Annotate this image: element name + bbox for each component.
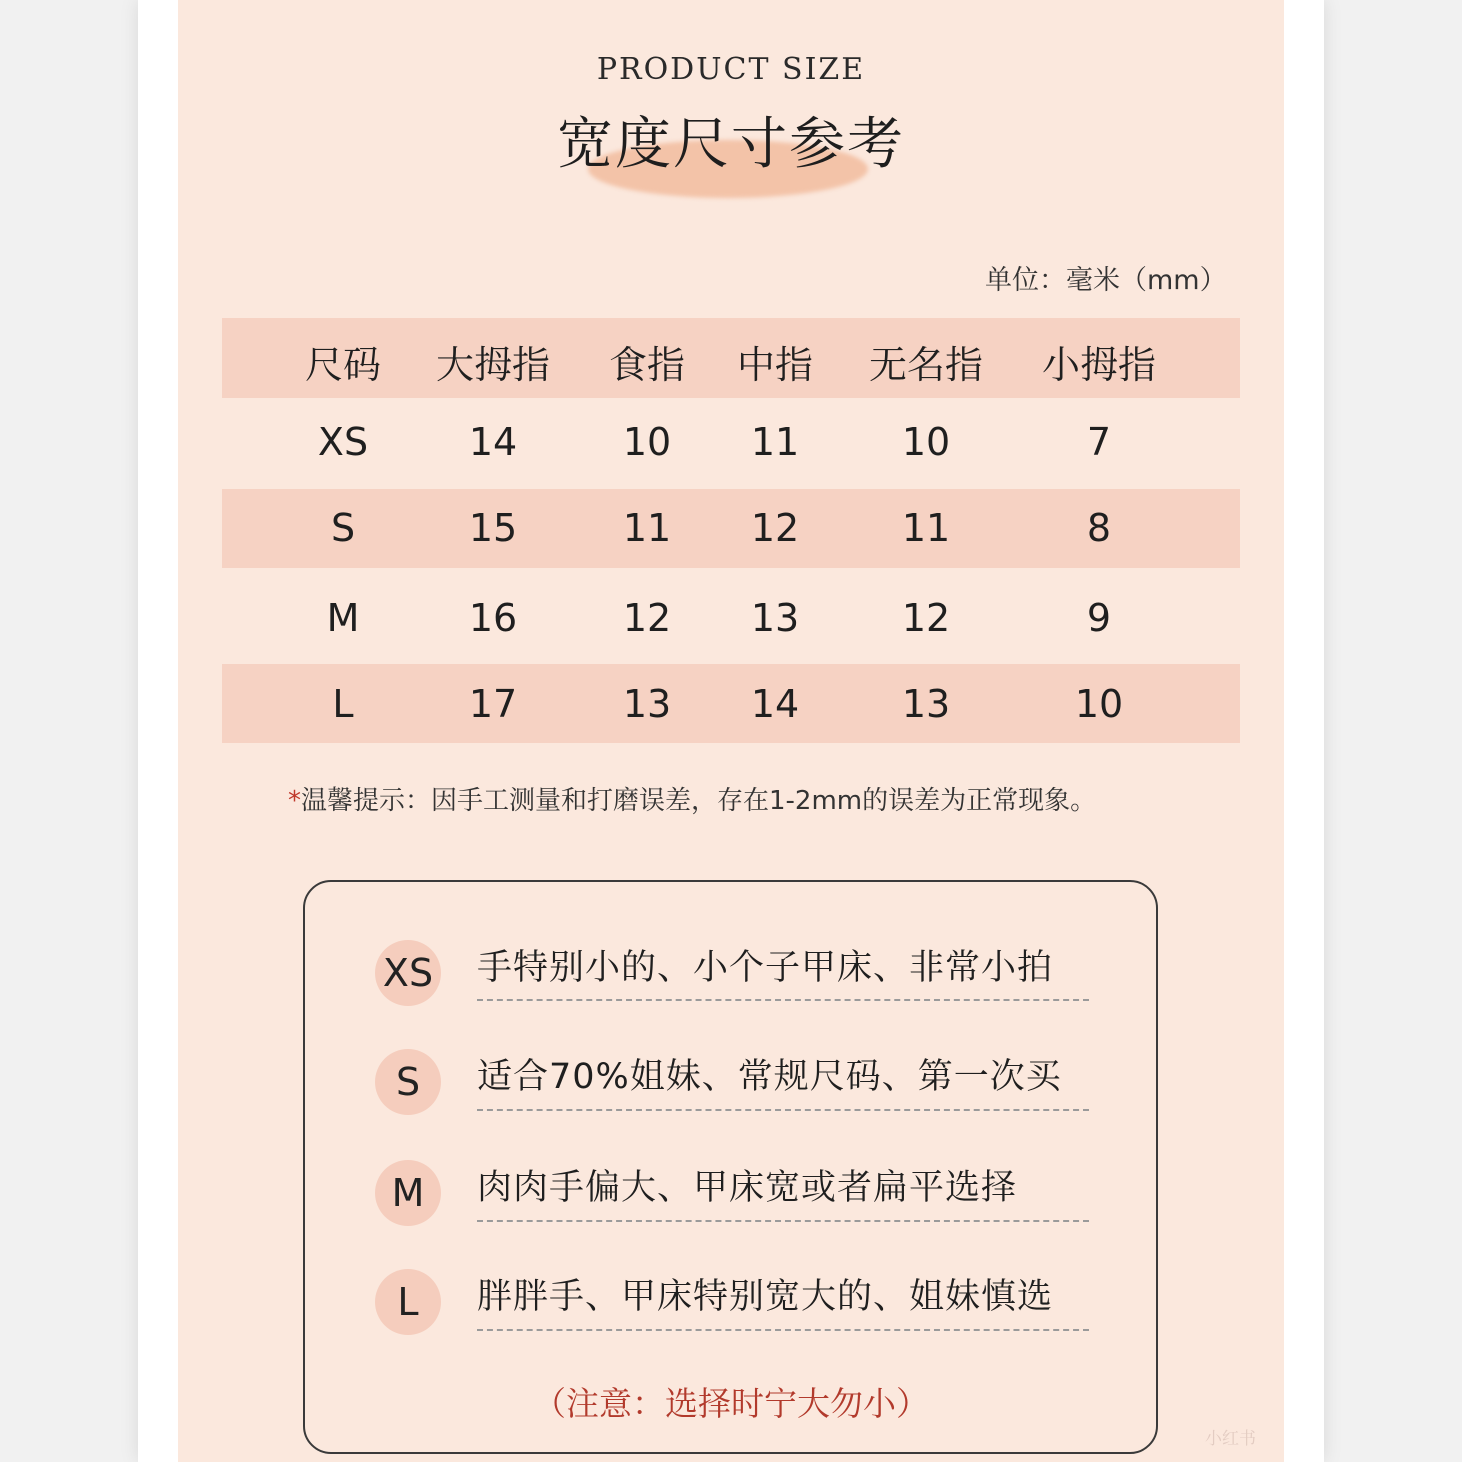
dashed-divider — [477, 999, 1089, 1001]
selection-warning: （注意：选择时宁大勿小） — [533, 1384, 929, 1423]
table-cell: 11 — [901, 506, 951, 550]
table-cell: 12 — [750, 506, 800, 550]
table-cell: S — [330, 506, 356, 550]
table-cell: 8 — [1086, 506, 1112, 550]
column-header: 中指 — [736, 343, 813, 387]
page-title: 宽度尺寸参考 — [557, 112, 905, 177]
table-cell: 16 — [468, 596, 518, 640]
size-badge: L — [375, 1269, 441, 1335]
table-cell: XS — [317, 420, 369, 464]
table-cell: 11 — [622, 506, 672, 550]
table-cell: 17 — [468, 682, 518, 726]
table-cell: 10 — [901, 420, 951, 464]
table-cell: 10 — [622, 420, 672, 464]
size-description: 肉肉手偏大、甲床宽或者扁平选择 — [477, 1168, 1018, 1208]
column-header: 无名指 — [868, 343, 983, 387]
table-cell: 15 — [468, 506, 518, 550]
table-cell: 9 — [1086, 596, 1112, 640]
table-cell: L — [332, 682, 354, 726]
size-description: 胖胖手、甲床特别宽大的、姐妹慎选 — [477, 1277, 1054, 1317]
table-cell: 14 — [750, 682, 800, 726]
note-text: 温馨提示：因手工测量和打磨误差，存在1-2mm的误差为正常现象。 — [301, 786, 1097, 816]
table-cell: 10 — [1074, 682, 1124, 726]
table-cell: 13 — [901, 682, 951, 726]
note-star: * — [288, 786, 301, 816]
table-cell: 12 — [622, 596, 672, 640]
measurement-note — [288, 780, 1096, 817]
column-header: 大拇指 — [435, 343, 550, 387]
table-cell: 13 — [622, 682, 672, 726]
english-title: PRODUCT SIZE — [596, 52, 866, 87]
dashed-divider — [477, 1220, 1089, 1222]
table-cell: 7 — [1086, 420, 1112, 464]
table-cell: 12 — [901, 596, 951, 640]
table-cell: M — [326, 596, 360, 640]
dashed-divider — [477, 1329, 1089, 1331]
table-cell: 14 — [468, 420, 518, 464]
size-badge: M — [375, 1160, 441, 1226]
table-cell: 11 — [750, 420, 800, 464]
unit-label: 单位：毫米（mm） — [985, 265, 1227, 296]
size-badge: S — [375, 1049, 441, 1115]
size-description: 适合70%姐妹、常规尺码、第一次买 — [477, 1057, 1062, 1097]
column-header: 小拇指 — [1041, 343, 1156, 387]
column-header: 食指 — [608, 343, 685, 387]
dashed-divider — [477, 1109, 1089, 1111]
size-badge: XS — [375, 940, 441, 1006]
watermark: 小红书 — [1205, 1429, 1256, 1449]
table-cell: 13 — [750, 596, 800, 640]
size-description: 手特别小的、小个子甲床、非常小拍 — [477, 948, 1054, 988]
column-header: 尺码 — [304, 343, 381, 387]
